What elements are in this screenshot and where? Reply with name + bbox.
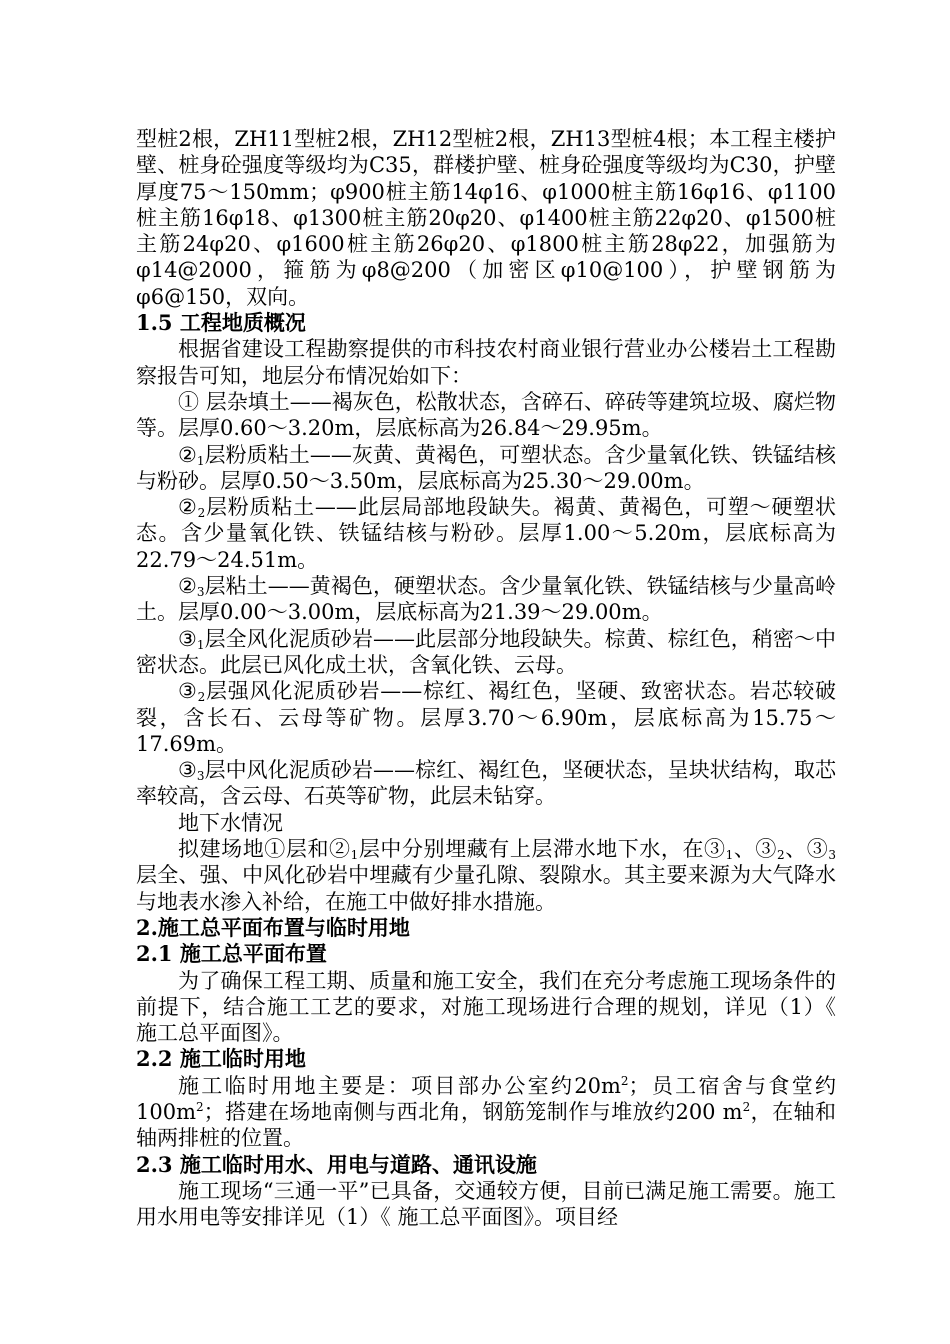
area-superscript: 2 bbox=[196, 1099, 204, 1114]
geology-intro-paragraph: 根据省建设工程勘察提供的市科技农村商业银行营业办公楼岩土工程勘察报告可知，地层分布情况始如下： bbox=[136, 337, 836, 388]
layer-subscript: 1 bbox=[196, 453, 205, 468]
layer-subscript: 3 bbox=[196, 585, 205, 600]
text-run: 、③ bbox=[784, 837, 829, 862]
layer-description: 层中风化泥质砂岩——棕红、褐红色，坚硬状态，呈块状结构，取芯率较高，含云母、石英等矿物，此层未钻穿。 bbox=[136, 758, 837, 809]
groundwater-subheading: 地下水情况 bbox=[178, 810, 283, 835]
layer-description: 层全风化泥质砂岩——此层部分地段缺失。棕黄、棕红色，稍密～中密状态。此层已风化成土状，含氧化铁、云母。 bbox=[136, 626, 837, 677]
layer-subscript: 1 bbox=[196, 637, 205, 652]
area-superscript: 2 bbox=[620, 1073, 629, 1088]
layer-description: 层粉质粘土——此层局部地段缺失。褐黄、黄褐色，可塑～硬塑状态。含少量氧化铁、铁锰结核与粉砂。层厚1.00～5.20m，层底标高为22.79～24.51m。 bbox=[136, 495, 837, 572]
layer-symbol: ② bbox=[178, 495, 198, 520]
pile-spec-paragraph: 型桩2根，ZH11型桩2根，ZH12型桩2根，ZH13型桩4根；本工程主楼护壁、桩身砼强度等级均为C35，群楼护壁、桩身砼强度等级均为C30，护壁厚度75～150mm；φ900桩主筋14φ16、φ1000桩主筋16φ16、φ1100桩主筋16φ18、φ1300桩主筋20φ20、φ1400桩主筋22φ20、φ1500桩主筋24φ20、φ1600桩主筋26φ20、φ1800桩主筋28φ22，加强筋为φ14@2000，箍筋为φ8@200（加密区φ10@100），护壁钢筋为φ6@150，双向。 bbox=[136, 127, 836, 309]
layer-subscript: 3 bbox=[828, 848, 837, 863]
groundwater-paragraph bbox=[136, 836, 836, 915]
layer-2-1-paragraph bbox=[136, 442, 836, 495]
layer-symbol: ③ bbox=[178, 626, 197, 651]
layer-description: 层粉质粘土——灰黄、黄褐色，可塑状态。含少量氧化铁、铁锰结核与粉砂。层厚0.50～3.50m，层底标高为25.30～29.00m。 bbox=[136, 442, 837, 493]
document-page bbox=[136, 126, 836, 1230]
layer-2-3-paragraph bbox=[136, 573, 836, 626]
text-run: ；员工宿舍与食堂约100m bbox=[136, 1073, 837, 1124]
layer-symbol: ② bbox=[178, 574, 197, 599]
site-layout-paragraph: 为了确保工程工期、质量和施工安全，我们在充分考虑施工现场条件的前提下，结合施工工艺的要求，对施工现场进行合理的规划，详见（1）《 施工总平面图》。 bbox=[136, 968, 836, 1046]
section-heading-1-5: 1.5 工程地质概况 bbox=[136, 310, 306, 336]
layer-3-3-paragraph bbox=[136, 757, 836, 810]
text-run: 层全、强、中风化砂岩中埋藏有少量孔隙、裂隙水。其主要来源为大气降水与地表水渗入补给，在施工中做好排水措施。 bbox=[136, 863, 836, 914]
text-run: ，在轴和轴两排桩的位置。 bbox=[136, 1099, 837, 1151]
section-heading-2-3: 2.3 施工临时用水、用电与道路、通讯设施 bbox=[136, 1151, 537, 1177]
layer-description: 层强风化泥质砂岩——棕红、褐红色，坚硬、致密状态。岩芯较破裂，含长石、云母等矿物。层厚3.70～6.90m，层底标高为15.75～17.69m。 bbox=[136, 679, 837, 756]
layer-symbol: ③ bbox=[178, 758, 197, 783]
section-heading-2-2: 2.2 施工临时用地 bbox=[136, 1046, 306, 1072]
layer-subscript: 1 bbox=[350, 848, 359, 863]
layer-subscript: 1 bbox=[725, 848, 734, 863]
layer-2-2-paragraph bbox=[136, 494, 836, 573]
layer-3-2-paragraph bbox=[136, 678, 836, 757]
text-run: 层中分别埋藏有上层滞水地下水，在③ bbox=[358, 837, 726, 862]
layer-1-paragraph: ① 层杂填土——褐灰色，松散状态，含碎石、碎砖等建筑垃圾、腐烂物等。层厚0.60～3.20m，层底标高为26.84～29.95m。 bbox=[136, 389, 836, 441]
section-heading-2: 2.施工总平面布置与临时用地 bbox=[136, 914, 410, 940]
text-run: 拟建场地①层和② bbox=[178, 837, 351, 862]
layer-subscript: 2 bbox=[197, 506, 206, 521]
temporary-land-paragraph bbox=[136, 1073, 836, 1152]
layer-subscript: 3 bbox=[196, 769, 205, 784]
section-heading-2-1: 2.1 施工总平面布置 bbox=[136, 941, 327, 967]
layer-symbol: ② bbox=[178, 442, 197, 467]
utilities-paragraph: 施工现场“三通一平”已具备，交通较方便，目前已满足施工需要。施工用水用电等安排详见（1）《 施工总平面图》。项目经 bbox=[136, 1178, 836, 1230]
text-run: 、③ bbox=[733, 837, 777, 862]
layer-description: 层粘土——黄褐色，硬塑状态。含少量氧化铁、铁锰结核与少量高岭土。层厚0.00～3.00m，层底标高为21.39～29.00m。 bbox=[136, 574, 837, 625]
layer-3-1-paragraph bbox=[136, 626, 836, 679]
text-run: ；搭建在场地南侧与西北角，钢筋笼制作与堆放约200 m bbox=[203, 1099, 743, 1124]
layer-symbol: ③ bbox=[178, 679, 198, 704]
layer-subscript: 2 bbox=[777, 848, 785, 863]
text-run: 施工临时用地主要是：项目部办公室约20m bbox=[178, 1073, 621, 1098]
area-superscript: 2 bbox=[742, 1099, 751, 1114]
layer-subscript: 2 bbox=[197, 690, 206, 705]
